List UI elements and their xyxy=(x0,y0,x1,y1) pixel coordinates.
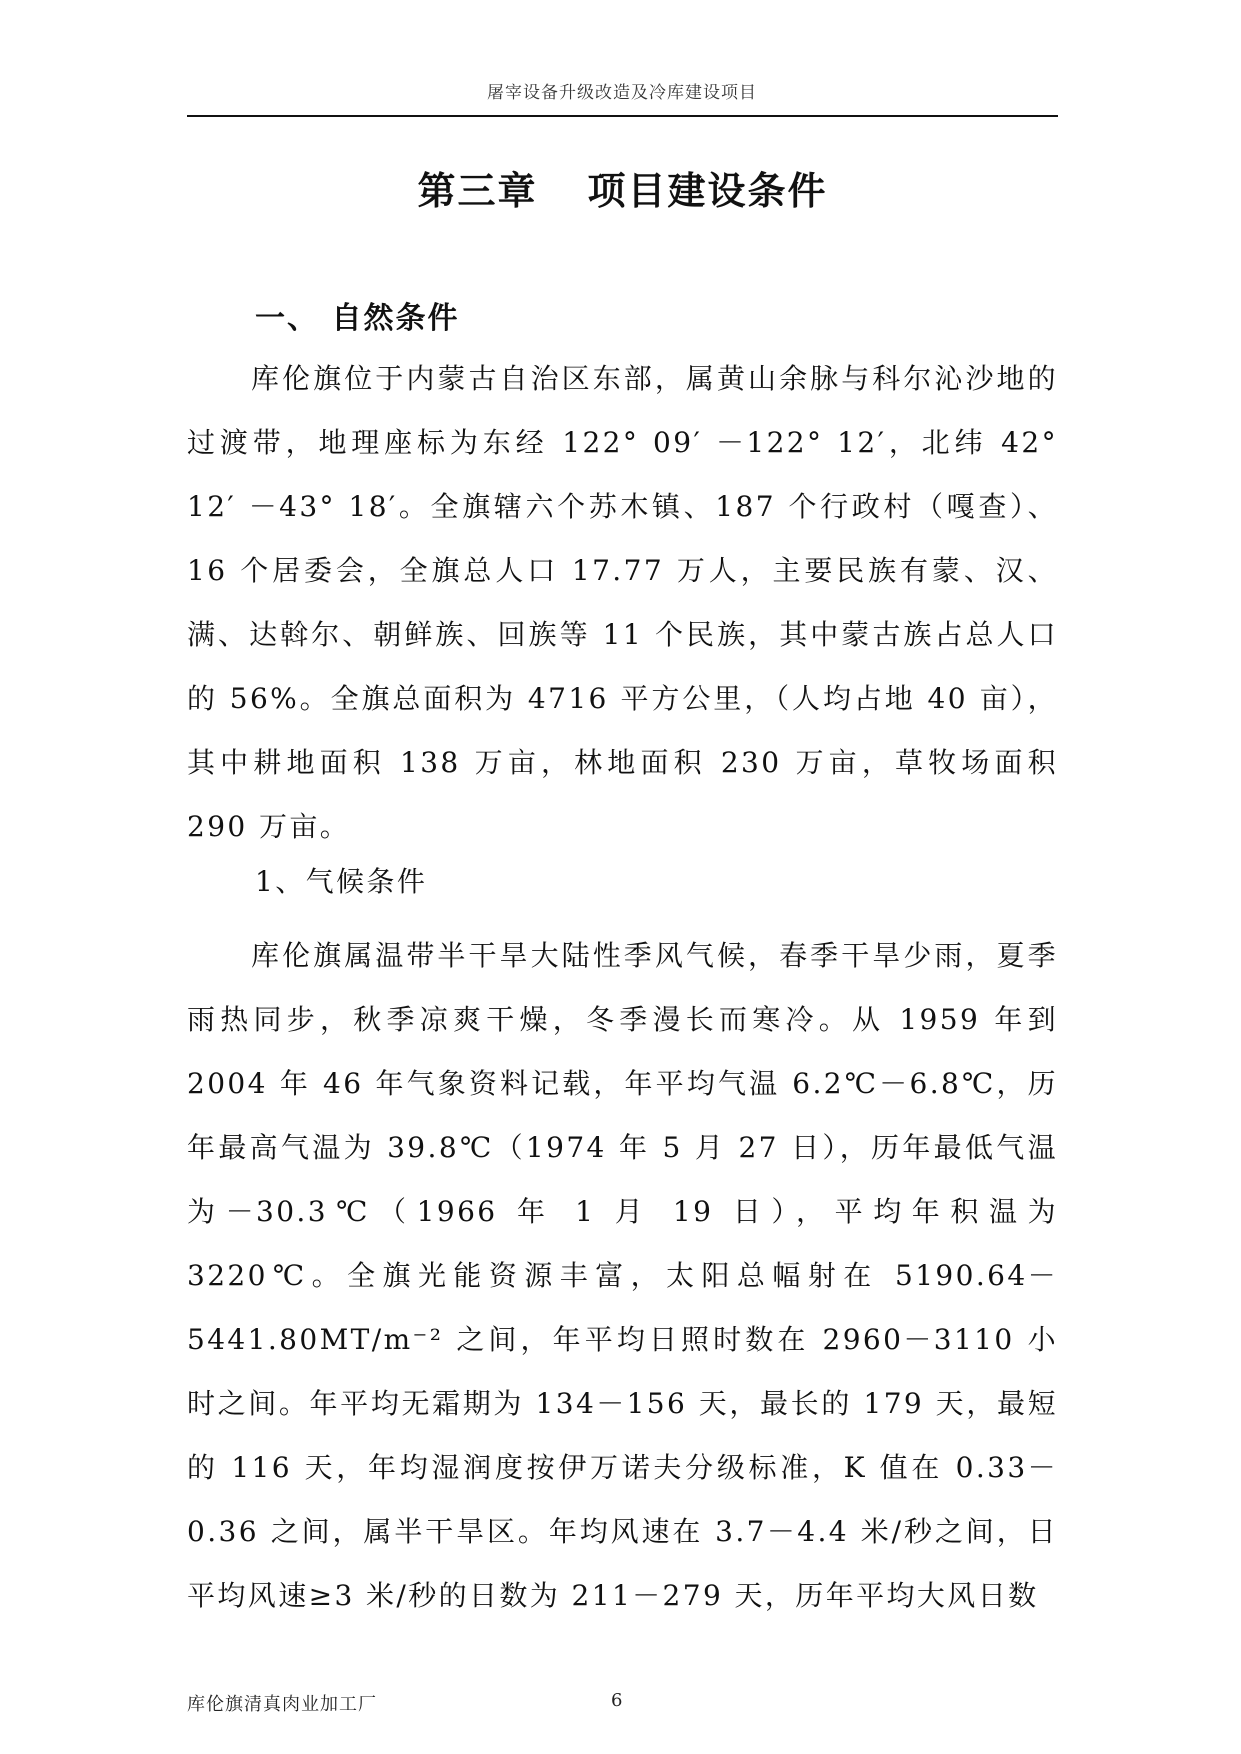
chapter-name: 项目建设条件 xyxy=(587,169,828,213)
paragraph-natural-conditions: 库伦旗位于内蒙古自治区东部，属黄山余脉与科尔沁沙地的过渡带，地理座标为东经 122° 09′ －122° 12′，北纬 42° 12′ －43° 18′。全旗辖六个苏木镇、187 个行政村（嘎查）、16 个居委会，全旗总人口 17.77 万人，主要民族有蒙、汉、满、达斡尔、朝鲜族、回族等 11 个民族，其中蒙古族占总人口的 56%。全旗总面积为 4716 平方公里，（人均占地 40 亩），其中耕地面积 138 万亩，林地面积 230 万亩，草牧场面积 290 万亩。 xyxy=(187,362,1058,843)
chapter-title xyxy=(187,160,1058,215)
chapter-number: 第三章 xyxy=(417,169,538,213)
footer-organization: 库伦旗清真肉业加工厂 xyxy=(187,1694,377,1715)
section-heading: 一、 自然条件 xyxy=(255,301,460,336)
page-number: 6 xyxy=(611,1690,623,1711)
running-header: 屠宰设备升级改造及冷库建设项目 xyxy=(487,83,757,103)
paragraph-climate: 库伦旗属温带半干旱大陆性季风气候，春季干旱少雨，夏季雨热同步，秋季凉爽干燥，冬季漫长而寒冷。从 1959 年到 2004 年 46 年气象资料记载，年平均气温 6.2℃－6.8℃，历年最高气温为 39.8℃（1974 年 5 月 27 日），历年最低气温为－30.3℃（1966 年 1 月 19 日），平均年积温为 3220℃。全旗光能资源丰富，太阳总幅射在 5190.64－5441.80MT/m⁻² 之间，年平均日照时数在 2960－3110 小时之间。年平均无霜期为 134－156 天，最长的 179 天，最短的 116 天，年均湿润度按伊万诺夫分级标准，K 值在 0.33－0.36 之间，属半干旱区。年均风速在 3.7－4.4 米/秒之间，日平均风速≥3 米/秒的日数为 211－279 天，历年平均大风日数 xyxy=(187,939,1058,1612)
subsection-heading-climate: 1、气候条件 xyxy=(255,865,428,898)
header-rule xyxy=(187,115,1058,117)
